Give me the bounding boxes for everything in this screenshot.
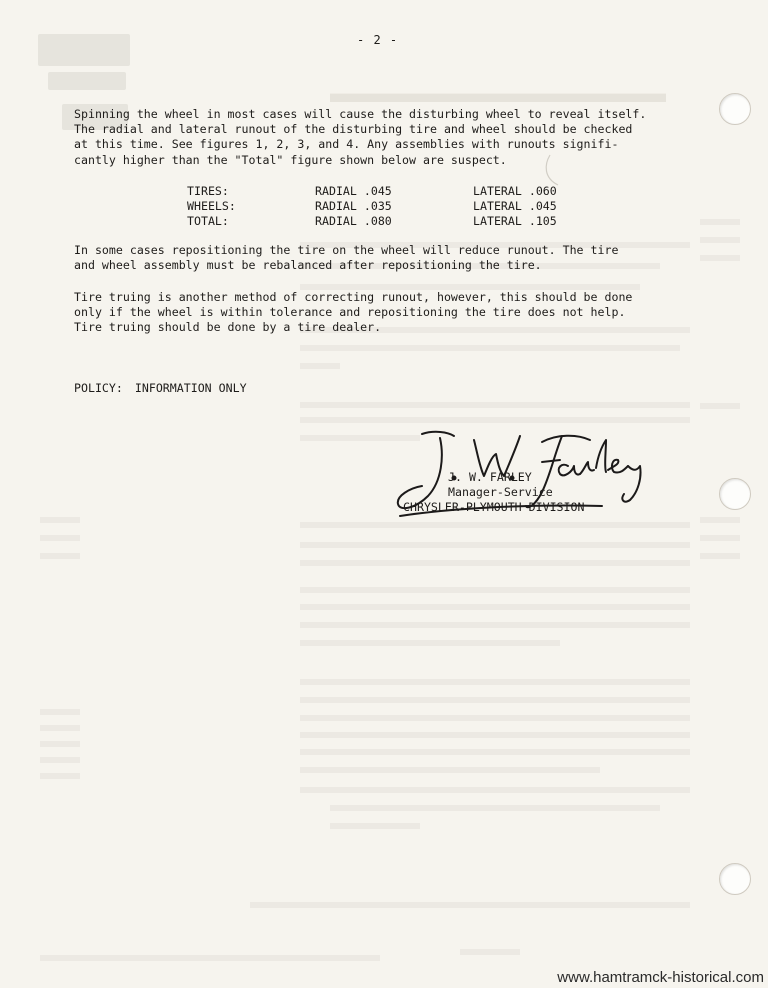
tire-truing-paragraph: Tire truing is another method of correcting runout, however, this should be done only if the wheel is within tolerance and repositioning the tire does not help. Tire truing should be done by a tire dealer. xyxy=(74,290,633,335)
table-item-label: TOTAL: xyxy=(187,214,229,229)
bleed-through-heading: ▬▬▬▬▬▬▬▬▬▬▬▬ xyxy=(330,78,666,109)
binder-hole xyxy=(719,478,751,510)
table-lateral-value: LATERAL .060 xyxy=(473,184,557,198)
runout-check-paragraph: Spinning the wheel in most cases will cause the disturbing wheel to reveal itself. The radial and lateral runout of the disturbing tire and wheel should be checked at this time. See figures 1, 2, 3, and 4. Any assemblies with runouts signifi- cantly higher than the "Total" figure shown below are suspect. xyxy=(74,107,647,167)
table-radial-value: RADIAL .035 xyxy=(315,199,392,214)
binder-hole xyxy=(719,93,751,125)
signer-name: J. W. FARLEY xyxy=(448,470,532,484)
table-lateral-value: LATERAL .105 xyxy=(473,214,557,229)
repositioning-paragraph: In some cases repositioning the tire on the wheel will reduce runout. The tire and wheel assembly must be rebalanced after repositioning the tire. xyxy=(74,243,619,273)
policy-value: INFORMATION ONLY xyxy=(134,381,247,395)
binder-hole xyxy=(719,863,751,895)
table-item-label: TIRES: xyxy=(187,184,229,198)
table-lateral-value: LATERAL .045 xyxy=(473,199,557,214)
table-item-label: WHEELS: xyxy=(187,199,236,214)
table-radial-value: RADIAL .080 xyxy=(315,214,392,229)
signer-division: CHRYSLER-PLYMOUTH DIVISION xyxy=(403,500,585,514)
policy-label: POLICY: xyxy=(74,381,123,395)
signer-title: Manager-Service xyxy=(448,485,553,499)
page-number: - 2 - xyxy=(357,33,399,47)
table-radial-value: RADIAL .045 xyxy=(315,184,392,198)
policy-line xyxy=(74,381,247,395)
website-watermark: www.hamtramck-historical.com xyxy=(557,969,764,986)
